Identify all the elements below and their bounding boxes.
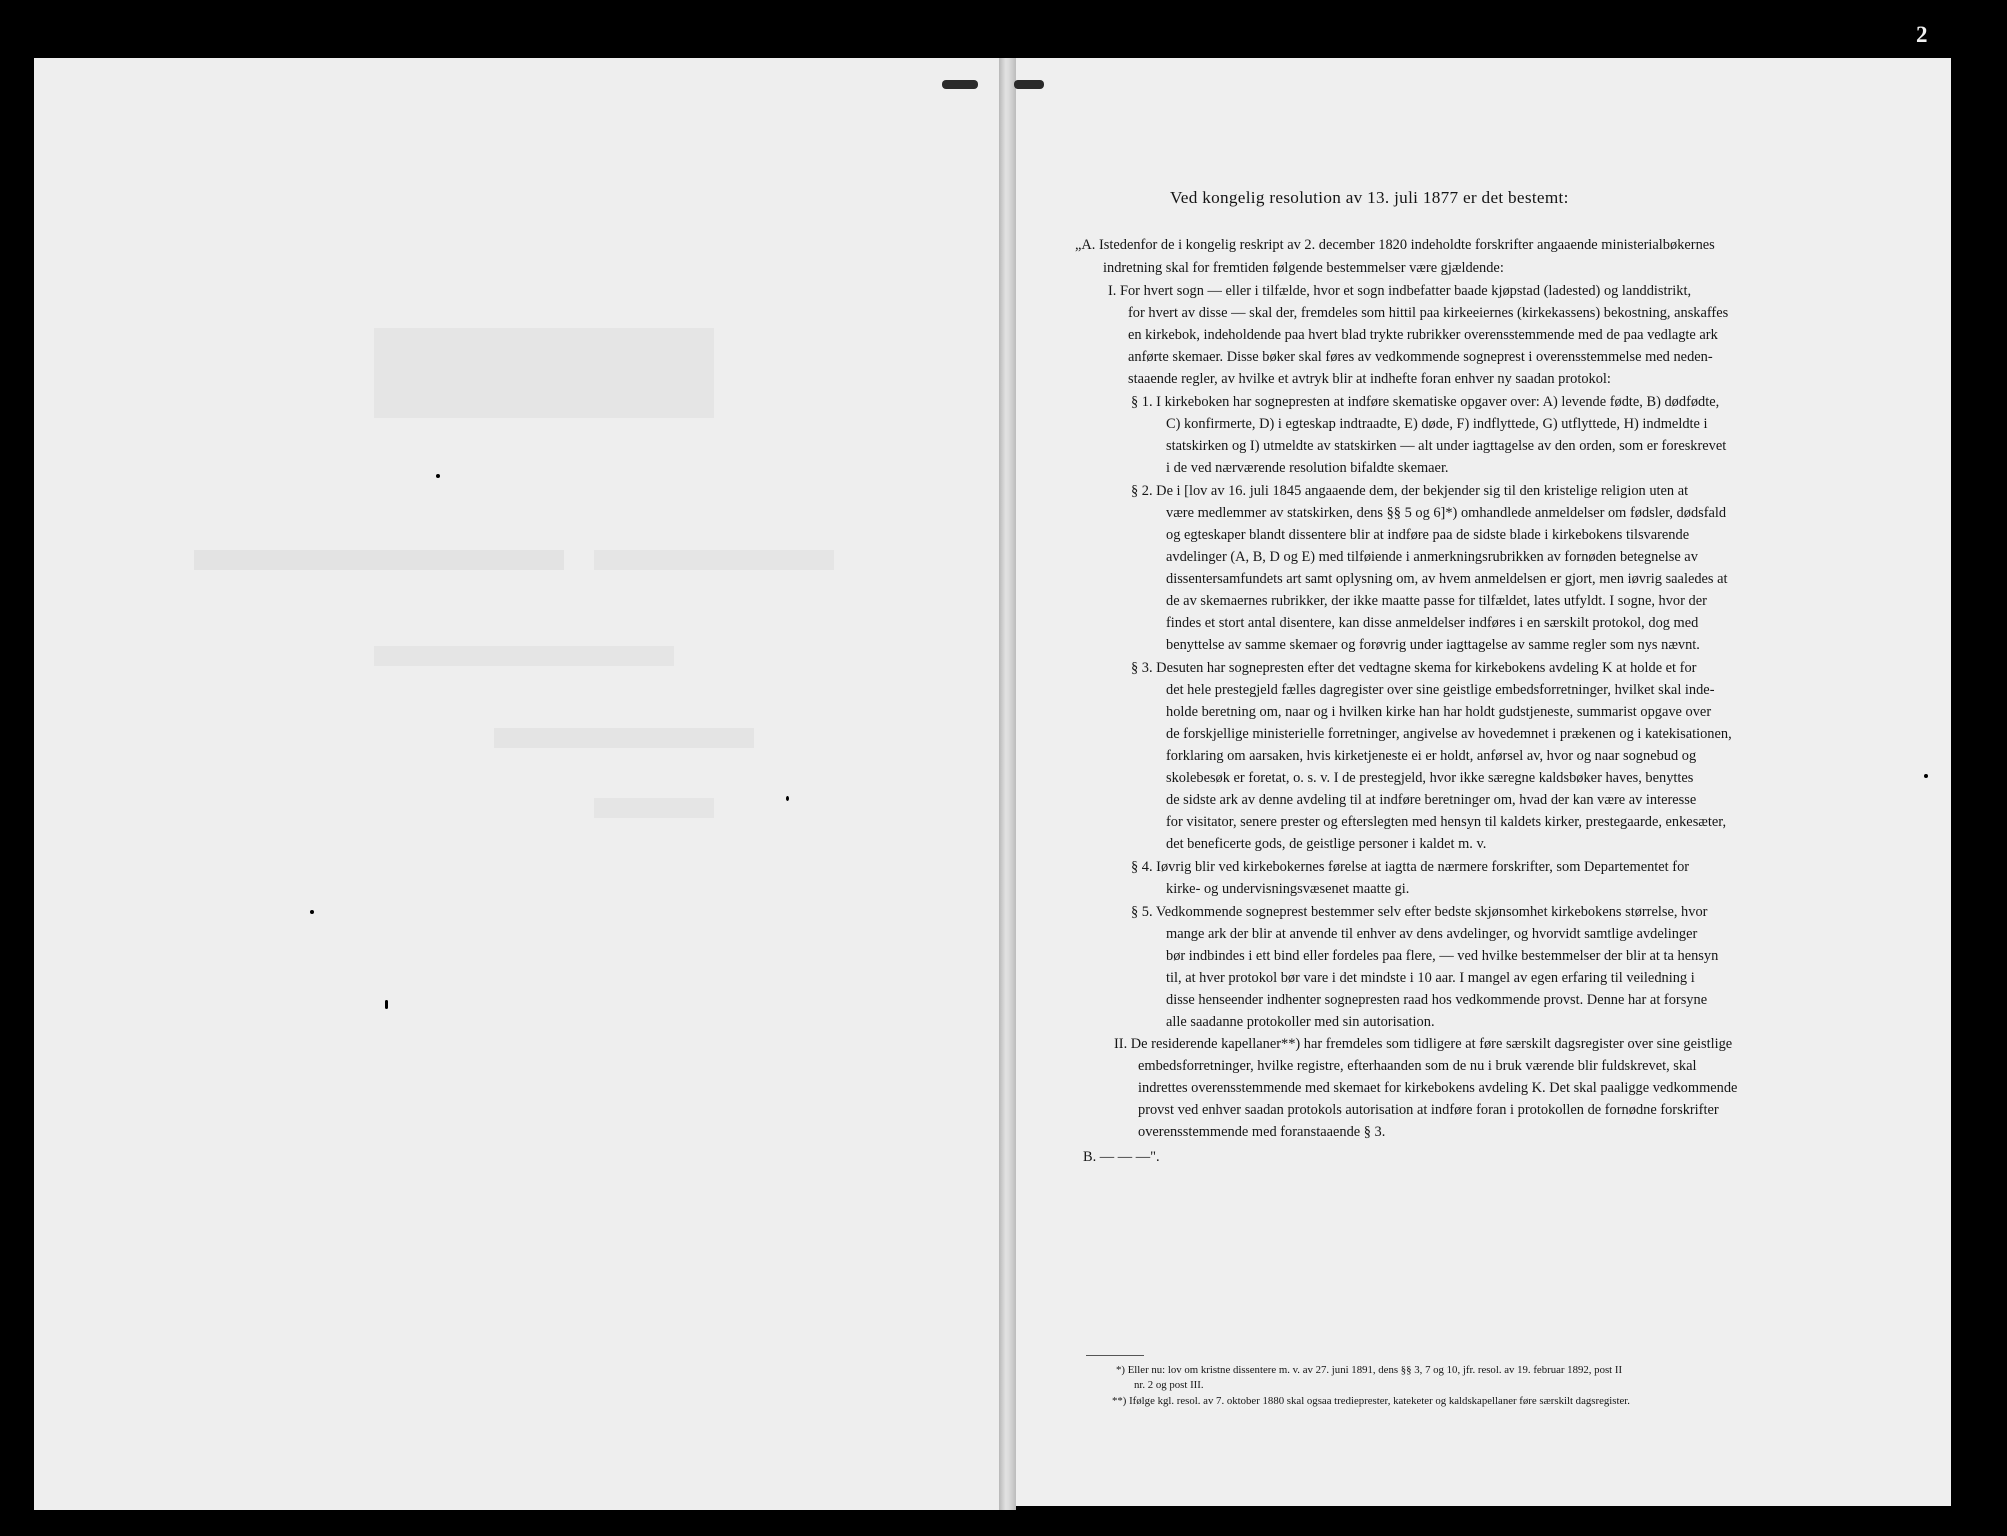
text-line: avdelinger (A, B, D og E) med tilføiende i anmerkningsrubrikken av fornøden betegnelse av [1166, 549, 1698, 565]
footnote-rule [1086, 1355, 1144, 1356]
bleed-through-ghost [34, 58, 999, 1510]
text-line: alle saadanne protokoller med sin autorisation. [1166, 1014, 1435, 1030]
text-line: B. — — —". [1083, 1149, 1160, 1165]
text-line: staaende regler, av hvilke et avtryk blir at indhefte foran enhver ny saadan protokol: [1128, 371, 1611, 387]
text-line: dissentersamfundets art samt oplysning om, av hvem anmeldelsen er gjort, men iøvrig saaledes at [1166, 571, 1728, 587]
text-line: og egteskaper blandt dissentere blir at indføre paa de sidste blade i kirkebokens tilsvarende [1166, 527, 1690, 543]
text-line: benyttelse av samme skemaer og forøvrig under iagttagelse av samme regler som nys nævnt. [1166, 637, 1700, 653]
text-line: bør indbindes i ett bind eller fordeles paa flere, — ved hvilke bestemmelser der blir at ta hensyn [1166, 948, 1719, 964]
text-line: § 2. De i [lov av 16. juli 1845 angaaende dem, der bekjender sig til den kristelige religion uten at [1131, 483, 1689, 499]
speck [786, 796, 789, 801]
text-line: de sidste ark av denne avdeling til at indføre beretninger om, hvad der kan være av interesse [1166, 792, 1697, 808]
footnote-line: **) Ifølge kgl. resol. av 7. oktober 1880 skal ogsaa tredieprester, kateketer og kaldskapellaner føre særskilt dagsregister. [1112, 1395, 1630, 1407]
text-line: til, at hver protokol bør vare i det mindste i 10 aar. I mangel av egen erfaring til veiledning i [1166, 970, 1695, 986]
text-line: embedsforretninger, hvilke registre, efterhaanden som de nu i bruk værende blir fuldskrevet, skal [1138, 1058, 1697, 1074]
text-line: en kirkebok, indeholdende paa hvert blad trykte rubrikker overensstemmende med de paa vedlagte ark [1128, 327, 1718, 343]
footnote-line: *) Eller nu: lov om kristne dissentere m. v. av 27. juni 1891, dens §§ 3, 7 og 10, jfr. resol. av 19. februar 1892, post II [1116, 1364, 1623, 1376]
text-line: det hele prestegjeld fælles dagregister over sine geistlige embedsforretninger, hvilket skal inde- [1166, 682, 1715, 698]
text-line: findes et stort antal disentere, kan disse anmeldelser indføres i en særskilt protokol, dog med [1166, 615, 1699, 631]
text-line: overensstemmende med foranstaaende § 3. [1138, 1124, 1386, 1140]
text-line: holde beretning om, naar og i hvilken kirke han har holdt gudstjeneste, summarist opgave over [1166, 704, 1712, 720]
text-line: I. For hvert sogn — eller i tilfælde, hvor et sogn indbefatter baade kjøpstad (ladested) og landdistrikt, [1108, 283, 1692, 299]
document-heading: Ved kongelig resolution av 13. juli 1877 er det bestemt: [1170, 188, 1569, 207]
page-number: 2 [1916, 22, 1928, 47]
text-line: § 4. Iøvrig blir ved kirkebokernes førelse at iagtta de nærmere forskrifter, som Departementet for [1131, 859, 1690, 875]
left-page-blank [34, 58, 999, 1510]
text-line: anførte skemaer. Disse bøker skal føres av vedkommende sogneprest i overensstemmelse med neden- [1128, 349, 1713, 365]
speck [436, 474, 440, 478]
text-line: det beneficerte gods, de geistlige personer i kaldet m. v. [1166, 836, 1487, 852]
text-line: skolebesøk er foretat, o. s. v. I de prestegjeld, hvor ikke særegne kaldsbøker haves, benyttes [1166, 770, 1694, 786]
speck [385, 1000, 388, 1009]
text-line: provst ved enhver saadan protokols autorisation at indføre foran i protokollen de fornødne forskrifter [1138, 1102, 1719, 1118]
text-line: indrettes overensstemmende med skemaet for kirkebokens avdeling K. Det skal paaligge vedkommende [1138, 1080, 1738, 1096]
speck [1924, 774, 1928, 778]
text-line: for visitator, senere prester og efterslegten med hensyn til kaldets kirker, prestegaarde, enkesæter, [1166, 814, 1727, 830]
text-line: for hvert av disse — skal der, fremdeles som hittil paa kirkeeiernes (kirkekassens) bekostning, anskaffes [1128, 305, 1729, 321]
text-line: § 5. Vedkommende sogneprest bestemmer selv efter bedste skjønsomhet kirkebokens størrelse, hvor [1131, 904, 1708, 920]
text-line: C) konfirmerte, D) i egteskap indtraadte, E) døde, F) indflyttede, G) utflyttede, H) indmeldte i [1166, 416, 1708, 432]
footnote-line: nr. 2 og post III. [1134, 1379, 1204, 1391]
text-line: de forskjellige ministerielle forretninger, angivelse av hovedemnet i prækenen og i katekisationen, [1166, 726, 1732, 742]
binding-mark-right [1014, 80, 1044, 89]
text-line: de av skemaernes rubrikker, der ikke maatte passe for tilfældet, lates utfyldt. I sogne, hvor der [1166, 593, 1707, 609]
book-spine [999, 58, 1016, 1510]
text-line: kirke- og undervisningsvæsenet maatte gi. [1166, 881, 1410, 897]
text-line: statskirken og I) utmeldte av statskirken — alt under iagttagelse av den orden, som er foreskrevet [1166, 438, 1727, 454]
text-line: i de ved nærværende resolution bifaldte skemaer. [1166, 460, 1449, 476]
text-line: indretning skal for fremtiden følgende bestemmelser være gjældende: [1103, 260, 1504, 276]
text-line: disse henseender indhenter sognepresten raad hos vedkommende provst. Denne har at forsyne [1166, 992, 1708, 1008]
text-line: § 3. Desuten har sognepresten efter det vedtagne skema for kirkebokens avdeling K at holde et for [1131, 660, 1697, 676]
text-line: § 1. I kirkeboken har sognepresten at indføre skematiske opgaver over: A) levende fødte, B) dødfødte, [1131, 394, 1720, 410]
text-line: forklaring om aarsaken, hvis kirketjeneste ei er holdt, anførsel av, hvor og naar sognebud og [1166, 748, 1697, 764]
speck [310, 910, 314, 914]
text-line: II. De residerende kapellaner**) har fremdeles som tidligere at føre særskilt dagsregister over sine geistlige [1114, 1036, 1733, 1052]
text-line: være medlemmer av statskirken, dens §§ 5 og 6]*) omhandlede anmeldelser om fødsler, dødsfald [1166, 505, 1727, 521]
text-line: mange ark der blir at anvende til enhver av dens avdelinger, og hvorvidt samtlige avdelinger [1166, 926, 1698, 942]
binding-mark-left [942, 80, 978, 89]
text-line: „A. Istedenfor de i kongelig reskript av 2. december 1820 indeholdte forskrifter angaaende ministerialbøkernes [1075, 237, 1715, 253]
